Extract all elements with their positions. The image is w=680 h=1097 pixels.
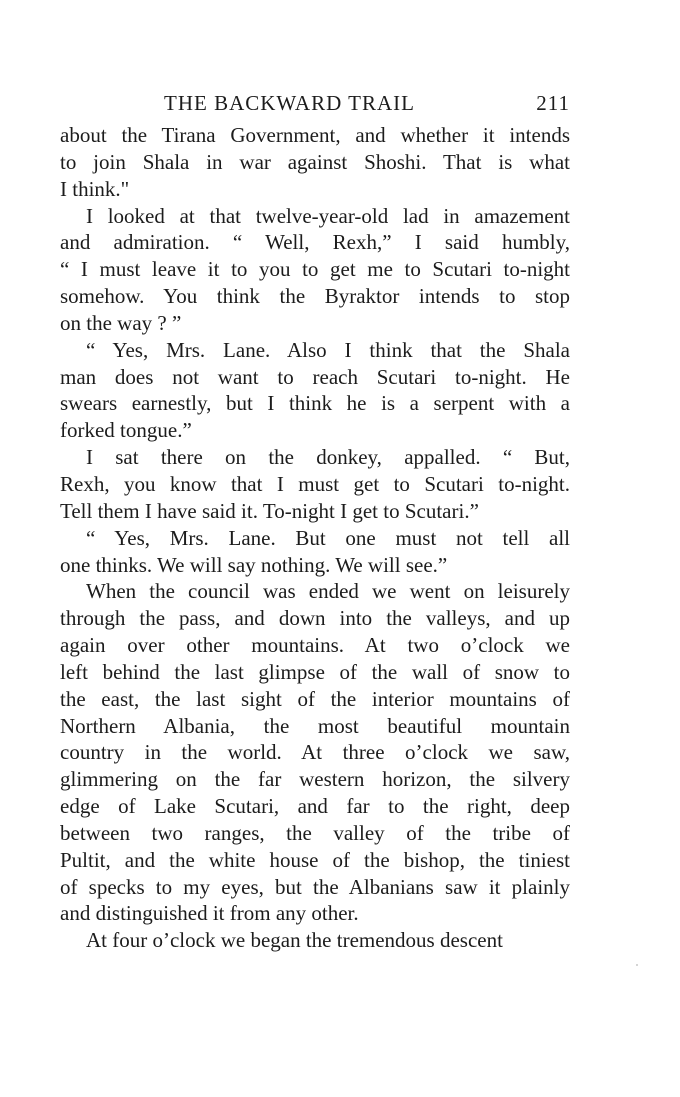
text-line: one thinks. We will say nothing. We will see.” <box>60 552 448 577</box>
text-line: edge of Lake Scutari, and far to the right, deep <box>60 794 570 819</box>
text-line: country in the world. At three o’clock we saw, <box>60 740 570 765</box>
text-line: Tell them I have said it. To-night I get to Scutari.” <box>60 498 479 523</box>
text-line: “ Yes, Mrs. Lane. Also I think that the Shala <box>86 337 570 362</box>
text-line: between two ranges, the valley of the tribe of <box>60 820 570 845</box>
text-line: When the council was ended we went on leisurely <box>86 579 570 604</box>
text-line: I sat there on the donkey, appalled. “ But, <box>86 445 570 470</box>
text-line: left behind the last glimpse of the wall of snow to <box>60 659 570 684</box>
text-line: Rexh, you know that I must get to Scutari to-night. <box>60 471 570 496</box>
text-line: the east, the last sight of the interior mountains of <box>60 686 570 711</box>
text-line: I think." <box>60 176 130 201</box>
page-number: 211 <box>536 91 570 115</box>
body-text <box>60 122 570 954</box>
text-line: again over other mountains. At two o’clock we <box>60 633 570 658</box>
text-line: glimmering on the far western horizon, the silvery <box>60 767 570 792</box>
running-header <box>60 89 570 117</box>
paper-speck <box>636 964 638 966</box>
text-line: “ I must leave it to you to get me to Scutari to-night <box>60 257 570 282</box>
text-line: of specks to my eyes, but the Albanians saw it plainly <box>60 874 570 899</box>
text-line: I looked at that twelve-year-old lad in amazement <box>86 203 570 228</box>
text-line: forked tongue.” <box>60 418 192 443</box>
text-line: through the pass, and down into the valleys, and up <box>60 606 570 631</box>
text-line: somehow. You think the Byraktor intends to stop <box>60 284 570 309</box>
text-line: about the Tirana Government, and whether it intends <box>60 123 570 147</box>
text-line: swears earnestly, but I think he is a serpent with a <box>60 391 570 416</box>
text-line: man does not want to reach Scutari to-night. He <box>60 364 570 389</box>
text-line: and distinguished it from any other. <box>60 901 359 926</box>
text-line: on the way ? ” <box>60 310 182 335</box>
text-line: to join Shala in war against Shoshi. That is what <box>60 149 570 174</box>
text-line: “ Yes, Mrs. Lane. But one must not tell all <box>86 525 570 550</box>
text-line: and admiration. “ Well, Rexh,” I said humbly, <box>60 230 570 255</box>
text-line: Pultit, and the white house of the bishop, the tiniest <box>60 847 570 872</box>
running-title: THE BACKWARD TRAIL <box>164 91 415 115</box>
text-line: At four o’clock we began the tremendous descent <box>86 928 503 953</box>
text-line: Northern Albania, the most beautiful mountain <box>60 713 570 738</box>
